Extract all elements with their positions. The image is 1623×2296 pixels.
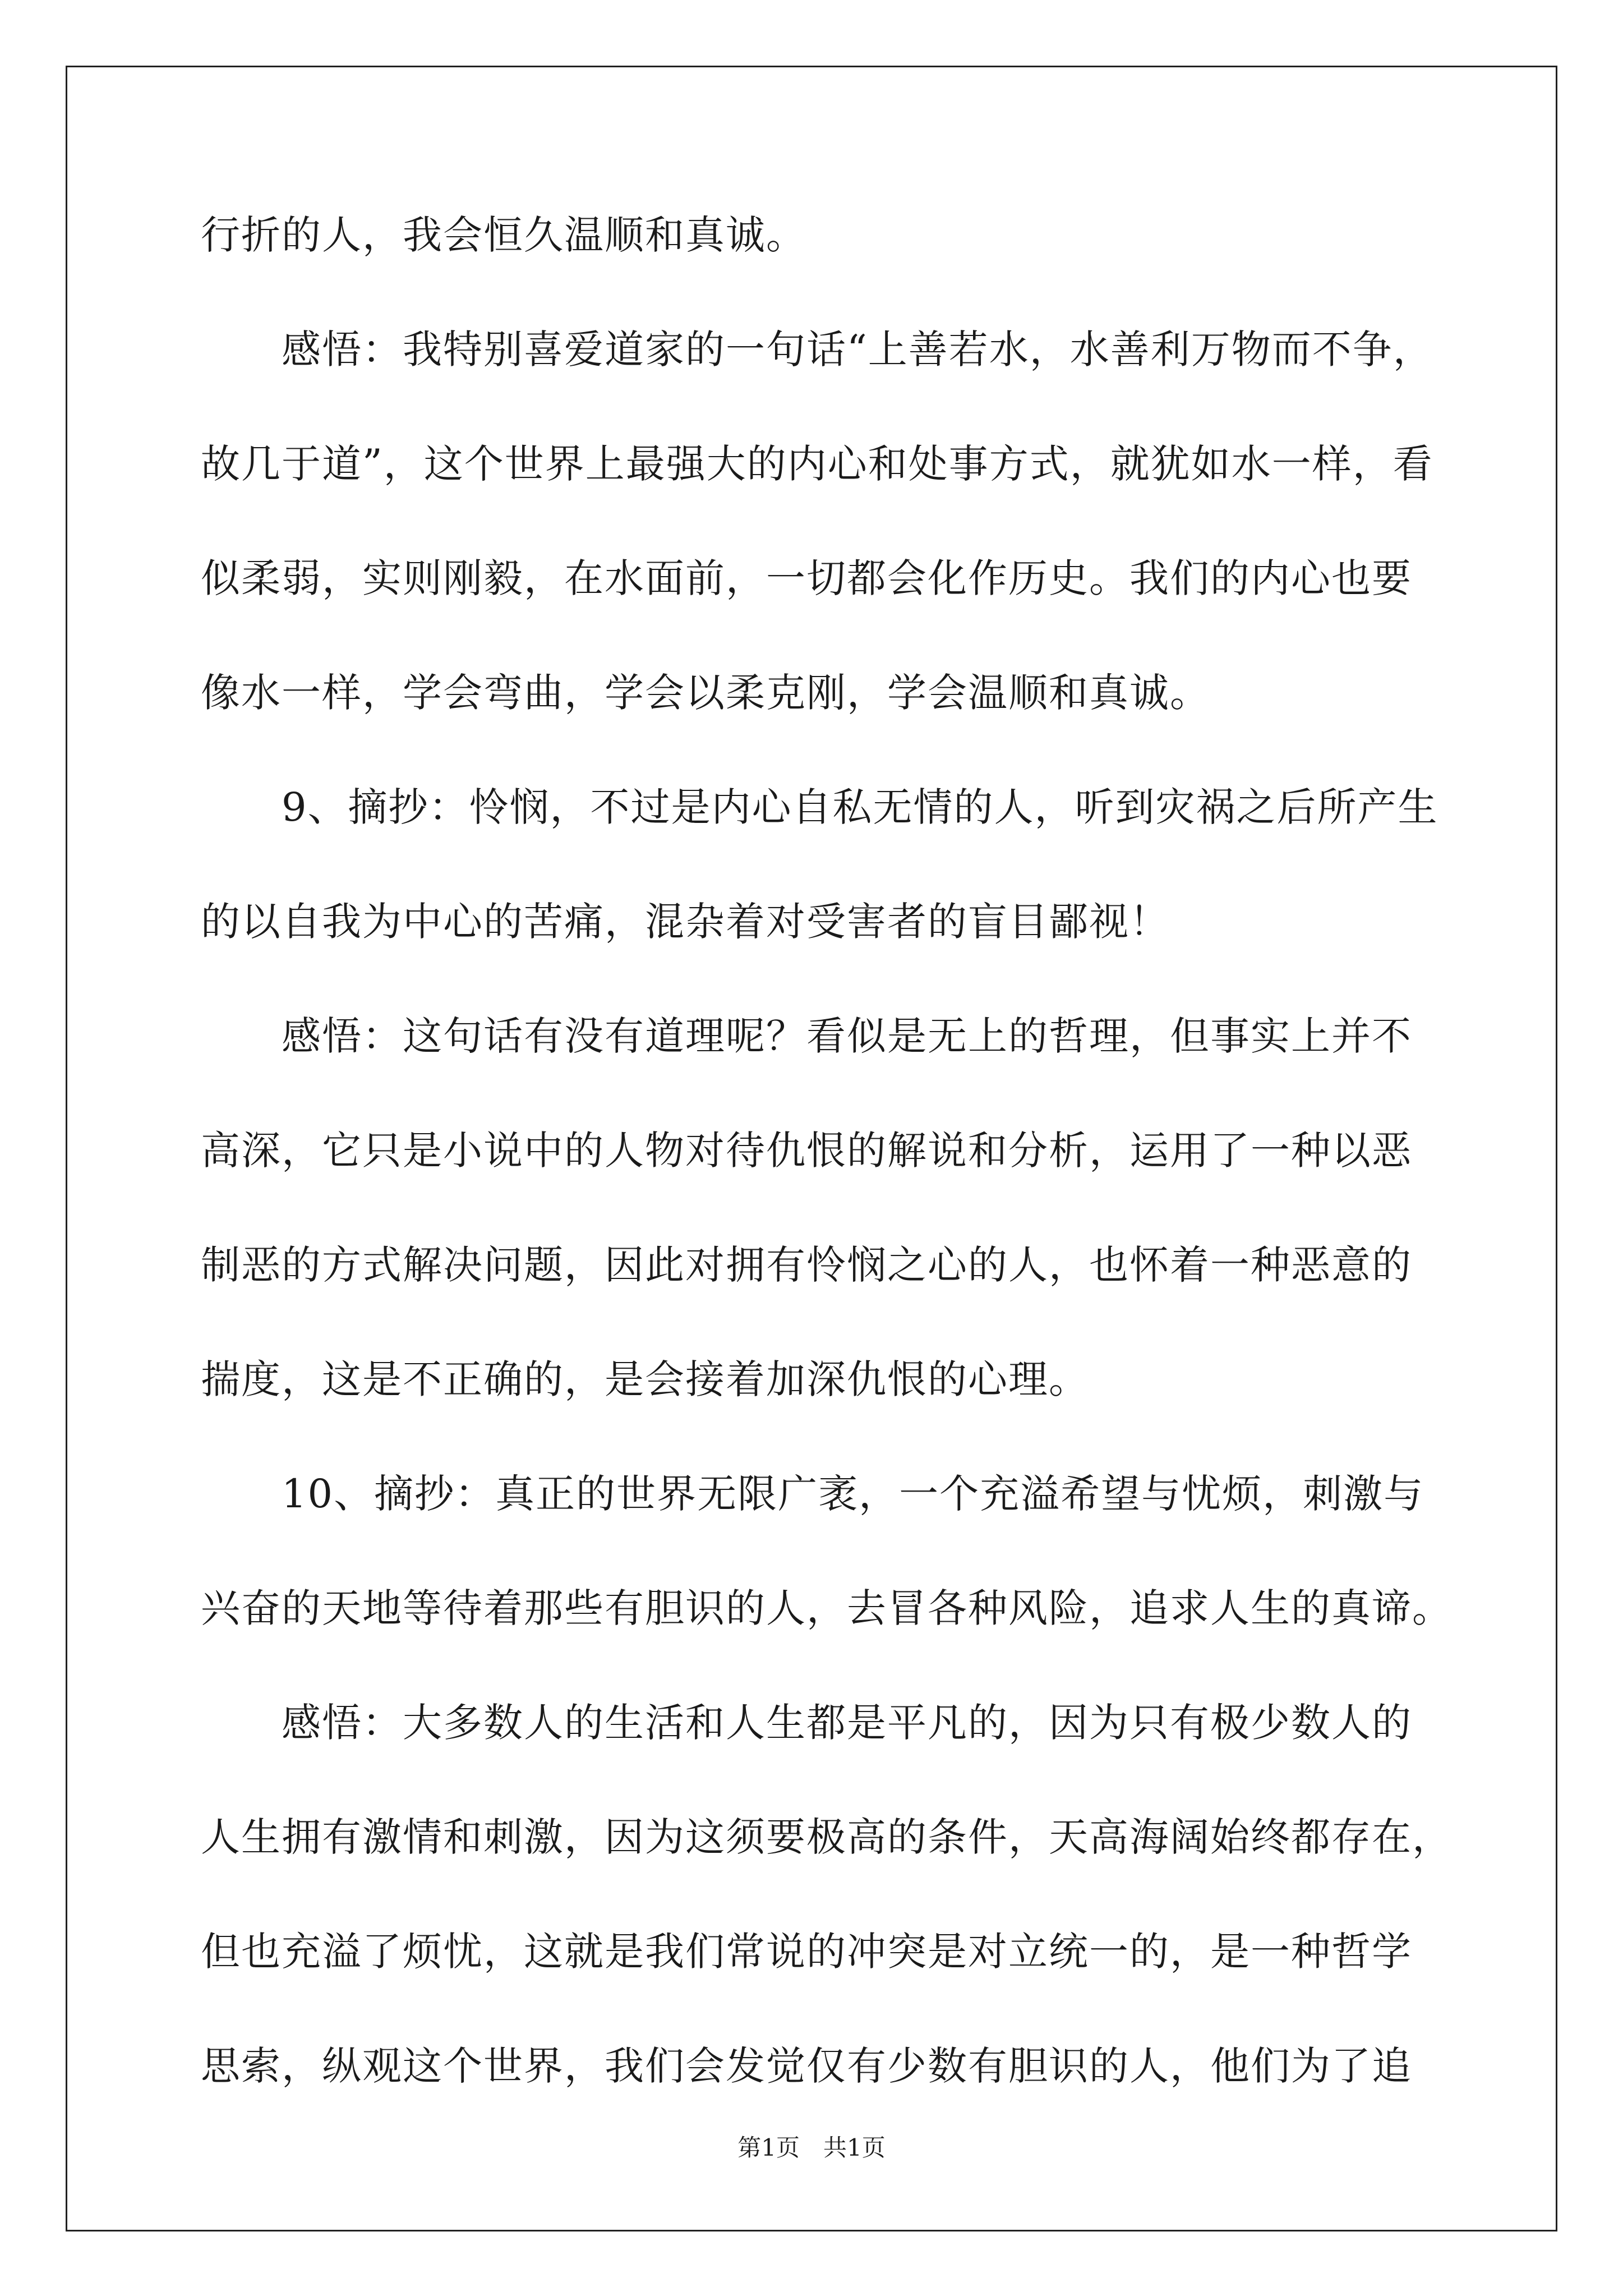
text-line: 的以自我为中心的苦痛，混杂着对受害者的盲目鄙视！ (201, 899, 1170, 945)
page-number-footer: 第1页 共1页 (737, 2134, 886, 2161)
text-line: 行折的人，我会恒久温顺和真诚。 (201, 212, 806, 258)
text-line: 似柔弱，实则刚毅，在水面前，一切都会化作历史。我们的内心也要 (201, 555, 1412, 601)
text-line: 故几于道”，这个世界上最强大的内心和处事方式，就犹如水一样，看 (201, 441, 1433, 487)
text-line: 高深，它只是小说中的人物对待仇恨的解说和分析，运用了一种以恶 (201, 1128, 1412, 1174)
text-line: 10、摘抄：真正的世界无限广袤，一个充溢希望与忧烦，刺激与 (201, 1471, 1424, 1517)
text-line: 感悟：我特别喜爱道家的一句话“上善若水，水善利万物而不争， (201, 326, 1433, 372)
text-line: 揣度，这是不正确的，是会接着加深仇恨的心理。 (201, 1356, 1089, 1402)
text-line: 9、摘抄：怜悯，不过是内心自私无情的人，听到灾祸之后所产生 (201, 784, 1438, 830)
text-line: 感悟：大多数人的生活和人生都是平凡的，因为只有极少数人的 (201, 1700, 1412, 1746)
text-line: 但也充溢了烦忧，这就是我们常说的冲突是对立统一的，是一种哲学 (201, 1929, 1412, 1975)
text-line: 兴奋的天地等待着那些有胆识的人，去冒各种风险，追求人生的真谛。 (201, 1585, 1453, 1631)
text-line: 感悟：这句话有没有道理呢？看似是无上的哲理，但事实上并不 (201, 1013, 1412, 1059)
text-line: 人生拥有激情和刺激，因为这须要极高的条件，天高海阔始终都存在， (201, 1814, 1453, 1860)
text-line: 像水一样，学会弯曲，学会以柔克刚，学会温顺和真诚。 (201, 670, 1210, 716)
text-line: 思索，纵观这个世界，我们会发觉仅有少数有胆识的人，他们为了追 (201, 2043, 1412, 2089)
text-line: 制恶的方式解决问题，因此对拥有怜悯之心的人，也怀着一种恶意的 (201, 1242, 1412, 1288)
